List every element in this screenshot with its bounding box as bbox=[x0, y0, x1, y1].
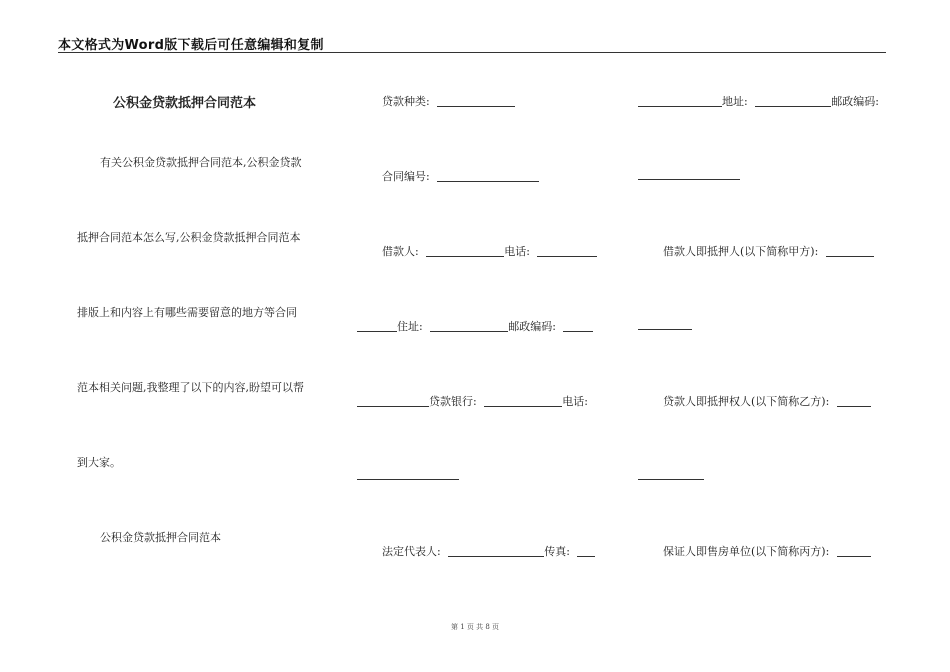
borrower-label: 借款人: bbox=[382, 245, 419, 258]
borrower-blank bbox=[426, 245, 504, 257]
document-title: 公积金贷款抵押合同范本 bbox=[113, 96, 257, 111]
fax-label: 传真: bbox=[544, 545, 570, 558]
subtitle: 公积金贷款抵押合同范本 bbox=[100, 531, 221, 544]
right-postcode-label: 邮政编码: bbox=[831, 95, 879, 108]
intro-line: 到大家。 bbox=[77, 456, 121, 469]
loan-type-row bbox=[382, 93, 515, 109]
right-continuation-blank bbox=[638, 168, 740, 180]
party-c-blank bbox=[837, 545, 871, 557]
continuation-row bbox=[357, 468, 459, 481]
continuation-blank bbox=[357, 468, 459, 480]
loan-type-label: 贷款种类: bbox=[382, 95, 430, 108]
lending-bank-label: 贷款银行: bbox=[429, 395, 477, 408]
right-address-row bbox=[638, 93, 879, 109]
phone-label: 电话: bbox=[504, 245, 530, 258]
party-b-continuation-blank bbox=[638, 468, 704, 480]
right-lead-blank bbox=[638, 95, 722, 107]
party-b-row bbox=[663, 393, 871, 409]
legal-rep-row bbox=[382, 543, 595, 559]
contract-no-row bbox=[382, 168, 539, 184]
page-footer: 第 1 页 共 8 页 bbox=[450, 623, 500, 631]
postcode-label: 邮政编码: bbox=[508, 320, 556, 333]
legal-rep-label: 法定代表人: bbox=[382, 545, 441, 558]
right-address-label: 地址: bbox=[722, 95, 748, 108]
fax-blank bbox=[577, 545, 595, 557]
party-b-continuation-row bbox=[638, 468, 704, 481]
right-continuation-row bbox=[638, 168, 740, 181]
loan-type-blank bbox=[437, 95, 515, 107]
party-a-continuation-row bbox=[638, 318, 692, 331]
party-a-blank bbox=[826, 245, 874, 257]
right-address-blank bbox=[755, 95, 831, 107]
party-a-label: 借款人即抵押人(以下简称甲方): bbox=[663, 245, 819, 258]
legal-rep-blank bbox=[448, 545, 544, 557]
intro-line: 范本相关问题,我整理了以下的内容,盼望可以帮 bbox=[77, 381, 304, 394]
party-b-label: 贷款人即抵押权人(以下简称乙方): bbox=[663, 395, 830, 408]
borrower-row bbox=[382, 243, 597, 259]
party-b-blank bbox=[837, 395, 871, 407]
page-header bbox=[58, 34, 886, 53]
contract-no-blank bbox=[437, 170, 539, 182]
intro-line: 排版上和内容上有哪些需要留意的地方等合同 bbox=[77, 306, 297, 319]
address-row bbox=[357, 318, 593, 334]
bank-lead-blank bbox=[357, 395, 429, 407]
party-c-row bbox=[663, 543, 871, 559]
address-blank bbox=[430, 320, 508, 332]
contract-no-label: 合同编号: bbox=[382, 170, 430, 183]
bank-phone-label: 电话: bbox=[562, 395, 588, 408]
intro-line: 抵押合同范本怎么写,公积金贷款抵押合同范本 bbox=[77, 231, 301, 244]
party-c-label: 保证人即售房单位(以下简称丙方): bbox=[663, 545, 830, 558]
address-label: 住址: bbox=[397, 320, 423, 333]
phone-blank bbox=[537, 245, 597, 257]
intro-line: 有关公积金贷款抵押合同范本,公积金贷款 bbox=[100, 156, 302, 169]
address-lead-blank bbox=[357, 320, 397, 332]
party-a-continuation-blank bbox=[638, 318, 692, 330]
lending-bank-blank bbox=[484, 395, 562, 407]
lending-bank-row bbox=[357, 393, 588, 409]
party-a-row bbox=[663, 243, 874, 259]
header-text: 本文格式为Word版下载后可任意编辑和复制 bbox=[58, 38, 324, 53]
postcode-blank bbox=[563, 320, 593, 332]
